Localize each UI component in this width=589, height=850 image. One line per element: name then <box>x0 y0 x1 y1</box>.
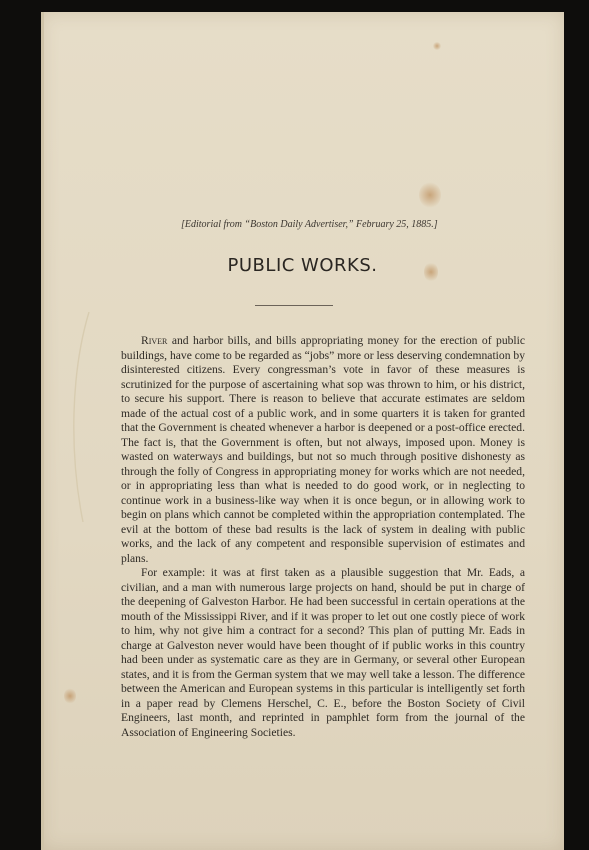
foxing-stain <box>433 42 441 50</box>
foxing-stain <box>419 182 441 208</box>
document-page <box>41 12 564 850</box>
paragraph-lead-word: River <box>141 334 168 347</box>
page-spine-edge <box>41 12 44 850</box>
source-attribution: [Editorial from “Boston Daily Advertiser,” February 25, 1885.] <box>181 219 438 230</box>
foxing-stain <box>64 688 76 704</box>
page-title: PUBLIC WORKS. <box>227 255 378 276</box>
paragraph <box>121 334 525 566</box>
title-divider <box>255 305 333 306</box>
article-body <box>121 334 525 740</box>
binding-thread <box>69 312 93 522</box>
paragraph: For example: it was at first taken as a plausible suggestion that Mr. Eads, a civilian, and a man with numerous large projects on hand, should be put in charge of the deepening of Galveston Harbor. He had been successful in certain operations at the mouth of the Mississippi River, and if it was proper to let out one costly piece of work to him, why not give him a contract for a second? This plan of putting Mr. Eads in charge at Galveston never would have been thought of if public works in this country had been under as systematic care as they are in Germany, or several other European states, and it is from the German system that we may well take a lesson. The difference between the American and European systems in this particular is intelligently set forth in a paper read by Clemens Herschel, C. E., before the Boston Society of Civil Engineers, last month, and reprinted in pamphlet form from the journal of the Association of Engineering Societies. <box>121 566 525 739</box>
paragraph-text: and harbor bills, and bills appropriating money for the erection of public buildings, have come to be regarded as “jobs” more or less deserving condemnation by disinterested citizens. Every congressman’s vote in favor of these measures is scrutinized for the purpose of ascertaining what sop was thrown to him, or his district, to secure his support. There is reason to believe that accurate estimates are seldom made of the actual cost of a public work, and in some quarters it is taken for granted that the Government is cheated whenever a harbor is deepened or a post-office erected. The fact is, that the Government is often, but not always, imposed upon. Money is wasted on waterways and buildings, but not so much through positive dishonesty as through the folly of Congress in appropriating money for works which are not needed, or in appropriating less than what is needed to do good work, or in neglecting to continue work in a business-like way when it is once begun, or in allowing work to begin on plans which cannot be completed within the appropriation contemplated. The evil at the bottom of these bad results is the lack of system in dealing with public works, and the lack of any competent and responsible supervision of estimates and plans. <box>121 334 525 565</box>
